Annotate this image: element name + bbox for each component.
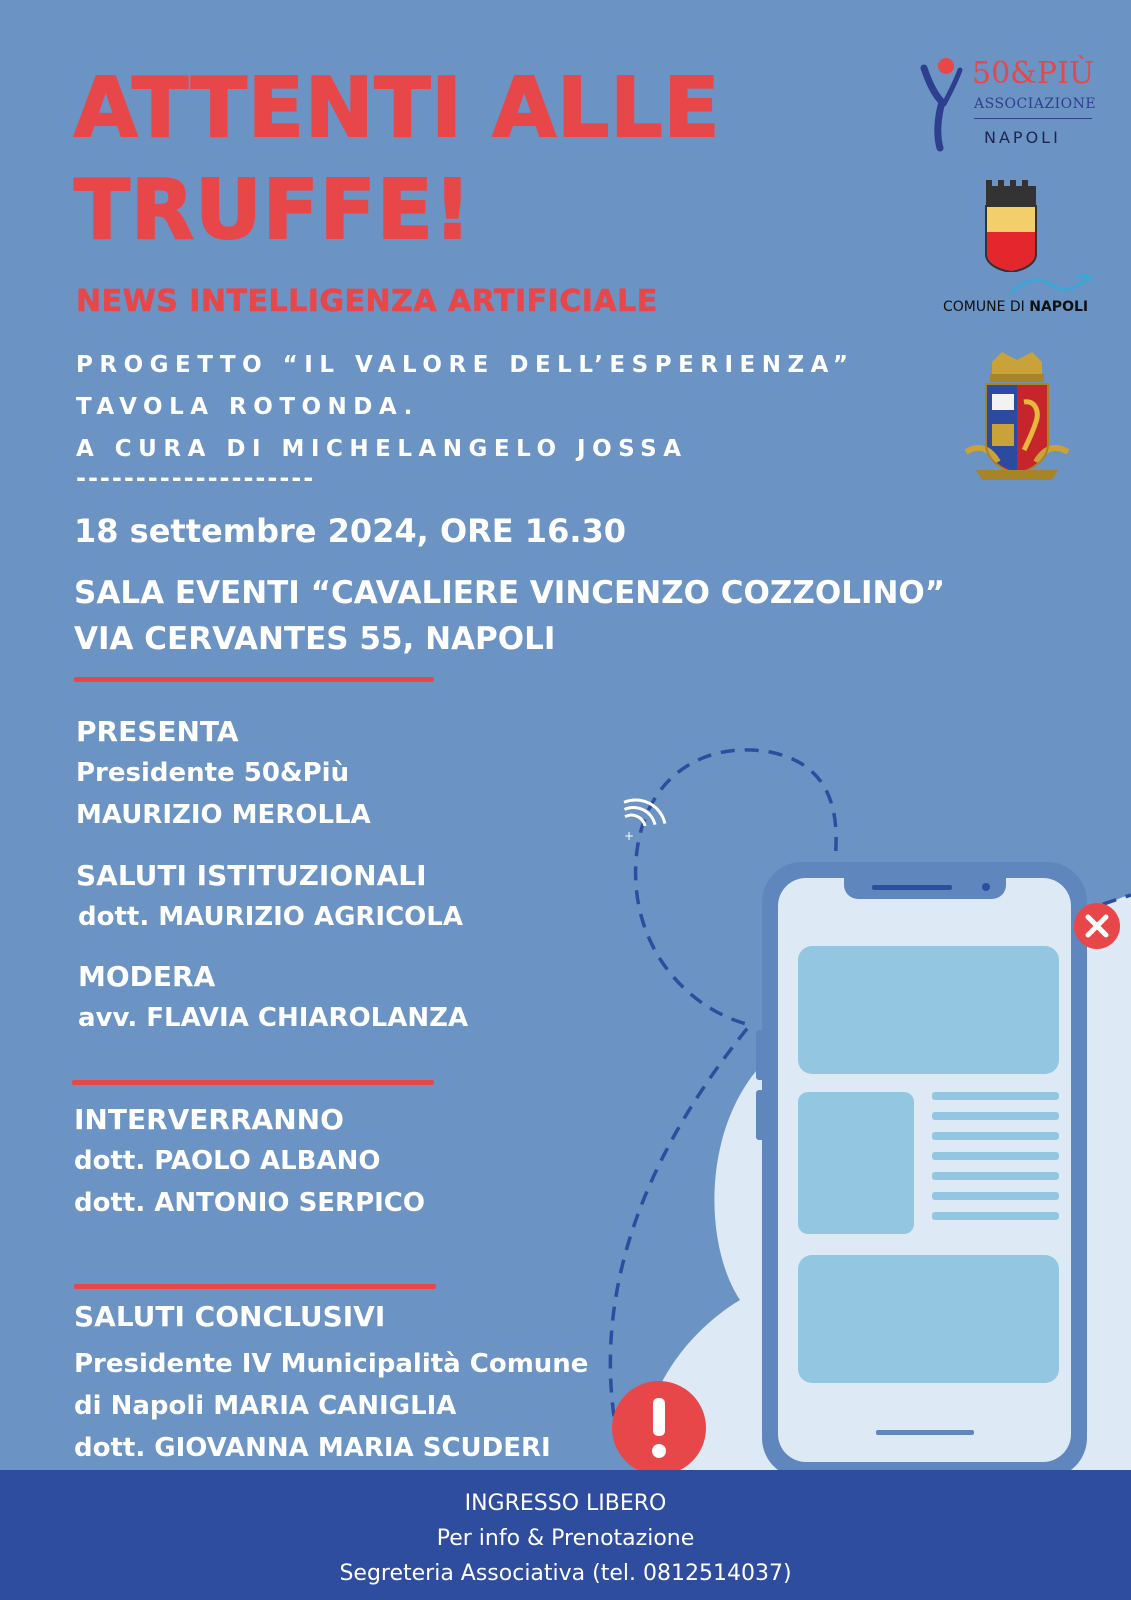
footer-line1: INGRESSO LIBERO — [464, 1491, 667, 1516]
event-date: 18 settembre 2024, ORE 16.30 — [74, 512, 627, 550]
footer-bar — [0, 1470, 1131, 1600]
logo-50piu-city: NAPOLI — [984, 128, 1061, 147]
section-line: avv. FLAVIA CHIAROLANZA — [78, 1003, 469, 1033]
comune-label — [943, 299, 1088, 315]
venue-line2: VIA CERVANTES 55, NAPOLI — [74, 621, 556, 657]
section-interverranno — [74, 1100, 425, 1224]
subtitle: NEWS INTELLIGENZA ARTIFICIALE — [76, 284, 658, 319]
police-crest-icon — [962, 352, 1072, 492]
project-line2: TAVOLA ROTONDA. — [76, 394, 419, 420]
section-heading: MODERA — [78, 960, 216, 993]
smartphone-illustration — [756, 862, 1087, 1478]
section-heading: PRESENTA — [76, 715, 239, 748]
logo-50piu — [920, 56, 1095, 152]
logo-50piu-brand: 50&PIÙ — [972, 56, 1095, 91]
venue-line1: SALA EVENTI “CAVALIERE VINCENZO COZZOLINO” — [74, 575, 946, 611]
section-line: dott. GIOVANNA MARIA SCUDERI — [74, 1433, 551, 1463]
comune-prefix: COMUNE DI — [943, 299, 1030, 315]
red-rule — [74, 677, 434, 682]
dashed-divider: -------------------- — [76, 464, 316, 492]
section-modera — [78, 957, 468, 1039]
section-line: Presidente 50&Più — [76, 758, 350, 788]
section-line: dott. PAOLO ALBANO — [74, 1146, 381, 1176]
footer-line3: Segreteria Associativa (tel. 0812514037) — [339, 1561, 792, 1586]
section-line: Presidente IV Municipalità Comune — [74, 1349, 589, 1379]
section-heading: SALUTI CONCLUSIVI — [74, 1300, 386, 1333]
section-heading: INTERVERRANNO — [74, 1103, 344, 1136]
section-line: MAURIZIO MEROLLA — [76, 800, 371, 830]
section-presenta — [76, 712, 371, 836]
section-saluti-istituzionali — [76, 856, 463, 938]
project-line1: PROGETTO “IL VALORE DELL’ESPERIENZA” — [76, 352, 855, 378]
close-icon — [1074, 903, 1120, 949]
section-line: dott. ANTONIO SERPICO — [74, 1188, 425, 1218]
footer-line2: Per info & Prenotazione — [436, 1526, 695, 1551]
comune-crest-icon — [980, 176, 1042, 272]
section-heading: SALUTI ISTITUZIONALI — [76, 859, 427, 892]
logo-50piu-sub: ASSOCIAZIONE — [974, 96, 1097, 112]
logo-50piu-figure-icon — [920, 56, 980, 152]
wifi-icon — [624, 792, 670, 843]
section-line: dott. MAURIZIO AGRICOLA — [78, 902, 463, 932]
red-rule — [72, 1080, 434, 1085]
title-line1: ATTENTI ALLE — [74, 61, 721, 156]
section-saluti-conclusivi — [74, 1297, 588, 1469]
comune-city: NAPOLI — [1029, 299, 1089, 315]
svg-text:+: + — [624, 829, 635, 843]
project-line3: A CURA DI MICHELANGELO JOSSA — [76, 436, 688, 462]
section-line: di Napoli MARIA CANIGLIA — [74, 1391, 457, 1421]
event-venue — [74, 570, 945, 662]
project-block — [76, 344, 855, 470]
exclamation-icon — [612, 1381, 706, 1475]
comune-wave-icon — [1010, 272, 1094, 302]
logo-50piu-rule — [974, 118, 1092, 119]
red-rule — [74, 1284, 436, 1289]
title-line2: TRUFFE! — [74, 163, 473, 258]
page-title — [74, 62, 720, 258]
